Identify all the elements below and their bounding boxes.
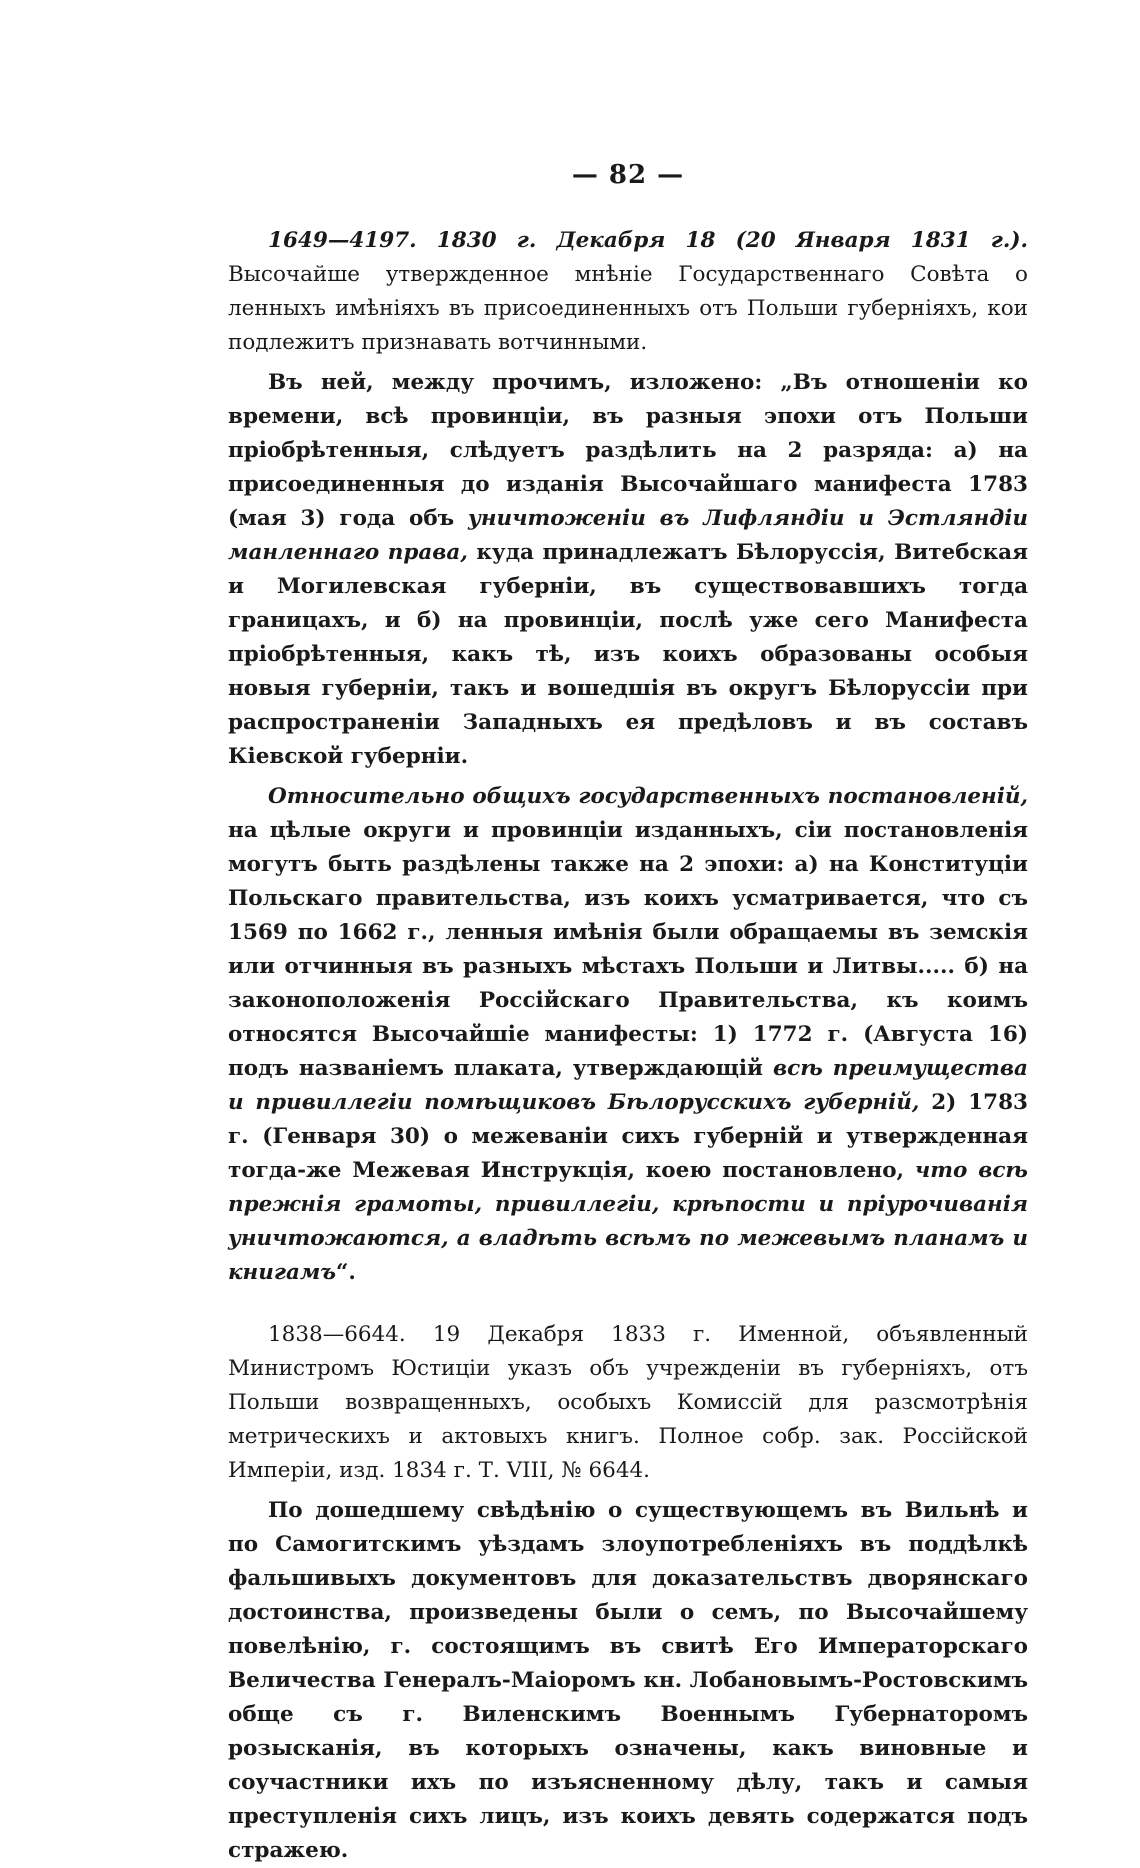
entry-1-p1-italic: уничтоженіи въ Лифляндіи и Эстляндіи манленнаго права, xyxy=(228,506,1028,565)
entry-2 xyxy=(228,1318,1028,1868)
entry-1-p2-italic: Относительно общихъ государственныхъ постановленій, xyxy=(268,784,1028,809)
page-number: — 82 — xyxy=(571,160,685,190)
entry-2-paragraph-1: По дошедшему свѣдѣнію о существующемъ въ Вильнѣ и по Самогитскимъ уѣздамъ злоупотребленіяхъ въ поддѣлкѣ фальшивыхъ документовъ для доказательствъ дворянскаго достоинства, произведены были о семъ, по Высочайшему повелѣнію, г. состоящимъ въ свитѣ Его Императорскаго Величества Генералъ-Маіоромъ кн. Лобановымъ-Ростовскимъ обще съ г. Виленскимъ Военнымъ Губернаторомъ розысканія, въ которыхъ означены, какъ виновные и соучастники ихъ по изъясненному дѣлу, такъ и самыя преступленія сихъ лицъ, изъ коихъ девять содержатся подъ стражею. xyxy=(228,1498,1028,1863)
entry-1-p2-italic-2: всѣ преимущества и привиллегіи помѣщиковъ Бѣлорусскихъ губерній, xyxy=(228,1056,1028,1115)
entry-1-p2-part-a: на цѣлые округи и провинціи изданныхъ, сіи постановленія могутъ быть раздѣлены также на 2 эпохи: а) на Конституціи Польскаго правительства, изъ коихъ усматривается, что съ 1569 по 1662 г., ленныя имѣнія были обращаемы въ земскія или отчинныя въ разныхъ мѣстахъ Польши и Литвы..... б) на законоположенія Россійскаго Правительства, къ коимъ относятся Высочайшіе манифесты: 1) 1772 г. (Августа 16) подъ названіемъ плаката, утверждающій xyxy=(228,818,1028,1081)
entry-1-p1-part-b: куда принадлежатъ Бѣлоруссія, Витебская и Могилевская губерніи, въ существовавшихъ тогда границахъ, и б) на провинціи, послѣ уже сего Манифеста пріобрѣтенныя, какъ тѣ, изъ коихъ образованы особыя новыя губерніи, такъ и вошедшія въ округъ Бѣлоруссіи при распространеніи Западныхъ ея предѣловъ и въ составъ Кіевской губерніи. xyxy=(228,540,1028,769)
entry-1-heading-text: Высочайше утвержденное мнѣніе Государственнаго Совѣта о ленныхъ имѣніяхъ въ присоединенныхъ отъ Польши губерніяхъ, кои подлежитъ признавать вотчинными. xyxy=(228,262,1028,355)
entry-1-p2-end: “. xyxy=(335,1260,356,1285)
entry-1 xyxy=(228,224,1028,1290)
entry-1-heading: 1649—4197. 1830 г. Декабря 18 (20 Января 1831 г.). xyxy=(268,228,1028,253)
entry-1-p2-italic-3: что всѣ прежнія грамоты, привиллегіи, крѣпости и пріурочиванія уничтожаются, а владѣть всѣмъ по межевымъ планамъ и книгамъ xyxy=(228,1158,1028,1285)
entry-1-paragraph-1 xyxy=(228,366,1028,774)
entry-1-heading-paragraph xyxy=(228,224,1028,360)
document-page xyxy=(228,160,1028,1868)
entry-2-heading: 1838—6644. 19 Декабря 1833 г. Именной, объявленный Министромъ Юстиціи указъ объ учрежденіи въ губерніяхъ, отъ Польши возвращенныхъ, особыхъ Комиссій для разсмотрѣнія метрическихъ и актовыхъ книгъ. Полное собр. зак. Россійской Имперіи, изд. 1834 г. Т. VIII, № 6644. xyxy=(228,1322,1028,1483)
entry-1-p2-part-b: 2) 1783 г. (Генваря 30) о межеваніи сихъ губерній и утвержденная тогда-же Межевая Инструкція, коею постановлено, xyxy=(228,1090,1028,1183)
entry-1-p1-part-a: Въ ней, между прочимъ, изложено: „Въ отношеніи ко времени, всѣ провинціи, въ разныя эпохи отъ Польши пріобрѣтенныя, слѣдуетъ раздѣлить на 2 разряда: а) на присоединенныя до изданія Высочайшаго манифеста 1783 (мая 3) года объ xyxy=(228,370,1028,531)
entry-1-paragraph-2 xyxy=(228,780,1028,1290)
